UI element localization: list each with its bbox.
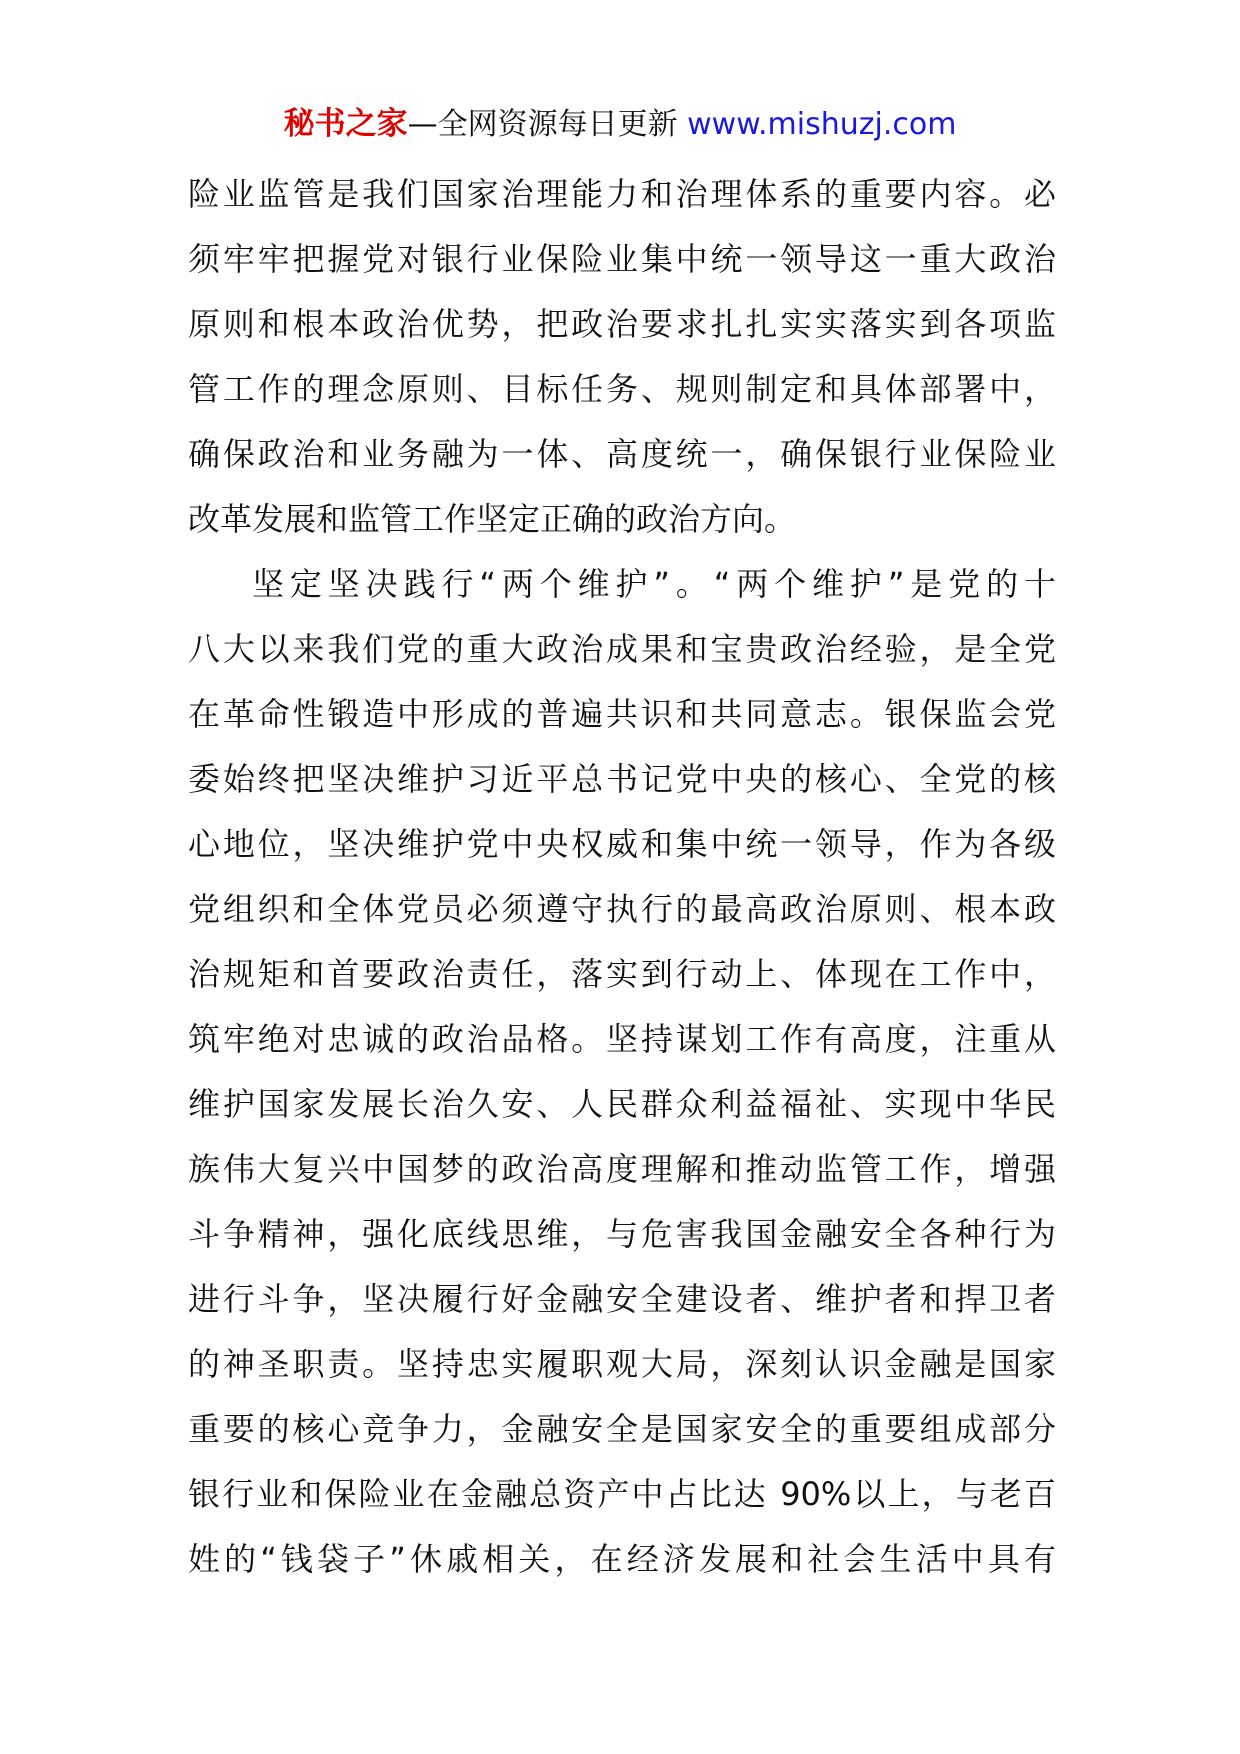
text-line: 姓的“钱袋子”休戚相关，在经济发展和社会生活中具有 (188, 1540, 1056, 1578)
text-line: 族伟大复兴中国梦的政治高度理解和推动监管工作，增强 (188, 1150, 1056, 1188)
text-line: 险业监管是我们国家治理能力和治理体系的重要内容。必 (188, 175, 1056, 213)
text-line: 在革命性锻造中形成的普遍共识和共同意志。银保监会党 (188, 695, 1056, 733)
text-line: 心地位，坚决维护党中央权威和集中统一领导，作为各级 (188, 825, 1056, 863)
paragraph-start-line: 坚定坚决践行“两个维护”。“两个维护”是党的十 (252, 565, 1056, 603)
text-line: 银行业和保险业在金融总资产中占比达 90%以上，与老百 (188, 1475, 1056, 1513)
body-text (188, 162, 1056, 1592)
header-tagline: —全网资源每日更新 (407, 107, 678, 142)
text-line: 八大以来我们党的重大政治成果和宝贵政治经验，是全党 (188, 630, 1056, 668)
text-line: 斗争精神，强化底线思维，与危害我国金融安全各种行为 (188, 1215, 1056, 1253)
text-line: 治规矩和首要政治责任，落实到行动上、体现在工作中， (188, 955, 1056, 993)
text-line: 管工作的理念原则、目标任务、规则制定和具体部署中， (188, 370, 1056, 408)
text-line: 进行斗争，坚决履行好金融安全建设者、维护者和捍卫者 (188, 1280, 1056, 1318)
text-line: 的神圣职责。坚持忠实履职观大局，深刻认识金融是国家 (188, 1345, 1056, 1383)
page-header (0, 98, 1240, 151)
text-line: 维护国家发展长治久安、人民群众利益福祉、实现中华民 (188, 1085, 1056, 1123)
text-line: 筑牢绝对忠诚的政治品格。坚持谋划工作有高度，注重从 (188, 1020, 1056, 1058)
text-line: 重要的核心竞争力，金融安全是国家安全的重要组成部分 (188, 1410, 1056, 1448)
text-line: 原则和根本政治优势，把政治要求扎扎实实落实到各项监 (188, 305, 1056, 343)
text-line: 确保政治和业务融为一体、高度统一，确保银行业保险业 (188, 435, 1056, 473)
paragraph-end-line: 改革发展和监管工作坚定正确的政治方向。 (188, 500, 797, 538)
text-line: 委始终把坚决维护习近平总书记党中央的核心、全党的核 (188, 760, 1056, 798)
text-line: 须牢牢把握党对银行业保险业集中统一领导这一重大政治 (188, 240, 1056, 278)
text-line: 党组织和全体党员必须遵守执行的最高政治原则、根本政 (188, 890, 1056, 928)
header-brand: 秘书之家 (283, 106, 408, 142)
header-url-link[interactable]: www.mishuzj.com (687, 107, 957, 142)
